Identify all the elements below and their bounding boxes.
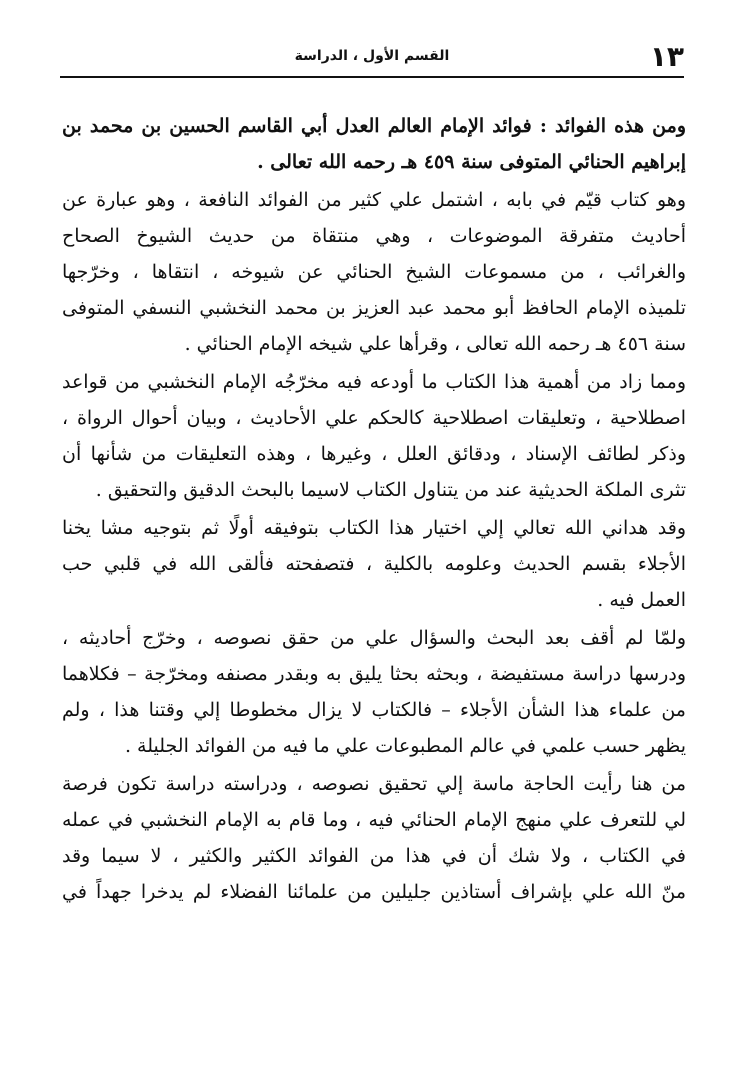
text-line: وهو كتاب قيّم في بابه ، اشتمل علي كثير من الفوائد النافعة ، وهو عبارة عن xyxy=(62,189,686,211)
text-line: في الكتاب ، ولا شك أن في هذا من الفوائد الكثير والكثير ، لا سيما وقد xyxy=(62,845,686,867)
text-line: والغرائب ، من مسموعات الشيخ الحنائي عن شيوخه ، انتقاها ، وخرّجها xyxy=(62,261,686,283)
paragraph xyxy=(62,182,686,362)
paragraph xyxy=(62,108,686,180)
text-line: ومما زاد من أهمية هذا الكتاب ما أودعه فيه مخرّجُه الإمام النخشبي من قواعد xyxy=(62,371,686,393)
running-head: القسم الأول ، الدراسة xyxy=(294,48,450,64)
page-number: ١٣ xyxy=(649,40,684,73)
text-line: وقد هداني الله تعالي إلي اختيار هذا الكتاب بتوفيقه أولًا ثم بتوجيه مشا يخنا xyxy=(62,517,686,539)
text-line: من علماء هذا الشأن الأجلاء – فالكتاب لا يزال مخطوطا إلي وقتنا هذا ، ولم xyxy=(62,699,686,721)
text-line: العمل فيه . xyxy=(597,589,686,611)
text-line: يظهر حسب علمي في عالم المطبوعات علي ما فيه من الفوائد الجليلة . xyxy=(124,735,686,757)
text-line: منّ الله علي بإشراف أستاذين جليلين من علمائنا الفضلاء لم يدخرا جهداً في xyxy=(62,881,686,903)
text-line: ودرسها دراسة مستفيضة ، وبحثه بحثا يليق به وبقدر مصنفه ومخرّجة – فكلاهما xyxy=(62,663,686,685)
text-line: ومن هذه الفوائد : فوائد الإمام العالم العدل أبي القاسم الحسين بن محمد بن xyxy=(62,115,686,137)
text-line: تلميذه الإمام الحافظ أبو محمد عبد العزيز بن محمد النخشبي النسفي المتوفى xyxy=(62,297,686,319)
text-line: سنة ٤٥٦ هـ رحمه الله تعالى ، وقرأها علي شيخه الإمام الحنائي . xyxy=(184,333,686,355)
text-line: الأجلاء بقسم الحديث وعلومه بالكلية ، فتصفحته فألقى الله في قلبي حب xyxy=(62,553,686,575)
paragraph xyxy=(62,620,686,764)
body-text xyxy=(62,108,686,912)
paragraph xyxy=(62,364,686,508)
text-line: وذكر لطائف الإسناد ، ودقائق العلل ، وغيرها ، وهذه التعليقات من شأنها أن xyxy=(62,443,686,465)
text-line: أحاديث متفرقة الموضوعات ، وهي منتقاة من حديث الشيوخ الصحاح xyxy=(62,225,686,247)
text-line: لي للتعرف علي منهج الإمام الحنائي فيه ، وما قام به الإمام النخشبي في عمله xyxy=(62,809,686,831)
text-line: من هنا رأيت الحاجة ماسة إلي تحقيق نصوصه ، ودراسته دراسة تكون فرصة xyxy=(62,773,686,795)
text-line: تثرى الملكة الحديثية عند من يتناول الكتاب لاسيما بالبحث الدقيق والتحقيق . xyxy=(95,479,686,501)
page-header xyxy=(60,42,684,78)
text-line: اصطلاحية ، وتعليقات اصطلاحية كالحكم علي الأحاديث ، وبيان أحوال الرواة ، xyxy=(62,407,686,429)
paragraph xyxy=(62,766,686,910)
paragraph xyxy=(62,510,686,618)
text-line: إبراهيم الحنائي المتوفى سنة ٤٥٩ هـ رحمه الله تعالى . xyxy=(257,151,686,173)
text-line: ولمّا لم أقف بعد البحث والسؤال علي من حقق نصوصه ، وخرّج أحاديثه ، xyxy=(62,627,686,649)
